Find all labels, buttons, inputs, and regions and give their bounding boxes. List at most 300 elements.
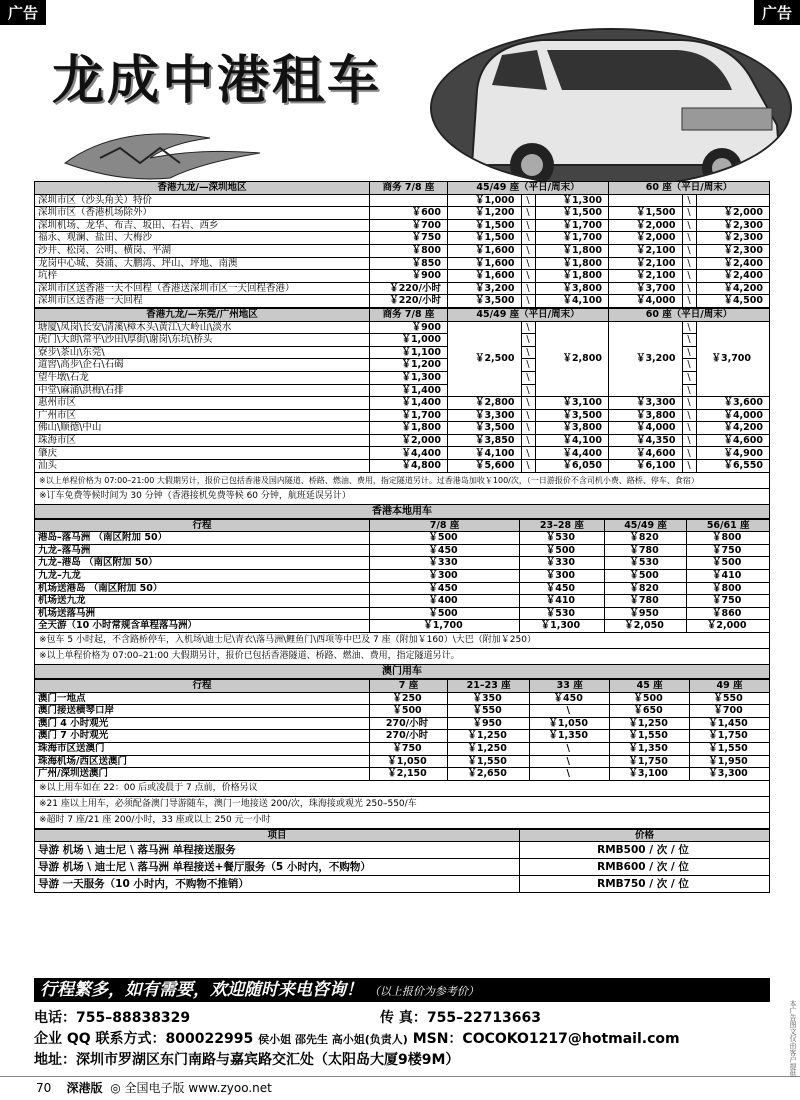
- s2-60-weekend: ￥4,000: [696, 409, 770, 422]
- s1-60-weekend: ￥2,000: [696, 207, 770, 220]
- table-row: [35, 742, 770, 755]
- s2-45-weekend: ￥3,800: [535, 422, 609, 435]
- address: 地址：深圳市罗湖区东门南路与嘉宾路交汇处（太阳岛大厦9楼9M）: [34, 1052, 460, 1068]
- qq-contacts: 侯小姐 邵先生 高小姐(负责人): [258, 1033, 408, 1046]
- s4-route: 珠海市区送澳门: [35, 742, 370, 755]
- s1-sep: \: [521, 194, 535, 207]
- s3-price: ￥950: [604, 607, 687, 620]
- s1-60-weekday: ￥2,100: [609, 244, 683, 257]
- s4-price: 270/小时: [370, 730, 448, 743]
- guide-service-table: [34, 829, 770, 894]
- s4-route: 珠海机场/西区送澳门: [35, 755, 370, 768]
- s1-60-weekday: [609, 194, 683, 207]
- s5-route: 导游 机场 \ 迪士尼 \ 落马洲 单程接送服务: [35, 842, 520, 859]
- edition: 深港版: [66, 1081, 103, 1095]
- table-row: [35, 859, 770, 876]
- s2-col-bus60: 60 座（平日/周末）: [609, 308, 770, 321]
- s2-business-price: ￥1,800: [370, 422, 448, 435]
- s2-60-weekday: ￥6,100: [609, 460, 683, 473]
- s1-60-weekday: ￥2,000: [609, 232, 683, 245]
- slogan-banner: [34, 978, 770, 1002]
- s4-price: ￥700: [690, 705, 770, 718]
- s2-col-business: 商务 7/8 座: [370, 308, 448, 321]
- s2-col-bus45: 45/49 座（平日/周末）: [448, 308, 609, 321]
- s1-sep: \: [521, 232, 535, 245]
- s2-45-weekday: ￥5,600: [448, 460, 522, 473]
- s1-sep: \: [521, 295, 535, 308]
- s2-60-weekday: ￥4,000: [609, 422, 683, 435]
- s1-60-weekend: ￥2,300: [696, 232, 770, 245]
- s1-sep: \: [521, 282, 535, 295]
- s2-business-price: ￥900: [370, 321, 448, 334]
- s1-45-weekday: ￥1,000: [448, 194, 522, 207]
- s2-note-2: ※订车免费等候时间为 30 分钟（香港接机免费等候 60 分钟，航班延误另计）: [34, 489, 770, 505]
- s2-route: 佛山\顺德\中山: [35, 422, 370, 435]
- s1-route: 深圳市区（沙头角关）特价: [35, 194, 370, 207]
- s4-price: \: [530, 705, 610, 718]
- s2-sep: \: [682, 346, 696, 359]
- s4-col-45: 45 座: [610, 680, 690, 693]
- s2-sep: \: [682, 397, 696, 410]
- s1-route: 深圳机场、龙华、布吉、坂田、石岩、西乡: [35, 219, 370, 232]
- s2-sep: \: [682, 359, 696, 372]
- s3-price: ￥330: [520, 557, 605, 570]
- s4-price: \: [530, 742, 610, 755]
- s1-route: 龙岗中心城、葵涌、大鹏湾、坪山、坪地、南澳: [35, 257, 370, 270]
- s2-sep: \: [682, 422, 696, 435]
- s3-price: ￥500: [370, 607, 520, 620]
- s1-col-route: 香港九龙/—深圳地区: [35, 182, 370, 195]
- s2-45-weekday: ￥4,100: [448, 447, 522, 460]
- s3-price: ￥500: [520, 544, 605, 557]
- s4-price: ￥500: [610, 692, 690, 705]
- s1-60-weekend: [696, 194, 770, 207]
- s2-business-price: ￥4,800: [370, 460, 448, 473]
- s5-col-item: 项目: [35, 829, 520, 842]
- s4-price: ￥1,250: [448, 742, 530, 755]
- table-row: [35, 409, 770, 422]
- s3-price: ￥450: [520, 582, 605, 595]
- table-row: [35, 460, 770, 473]
- macau-title: 澳门用车: [34, 665, 770, 679]
- hk-local-table: [34, 519, 770, 633]
- s4-price: ￥550: [690, 692, 770, 705]
- s1-60-weekend: ￥4,200: [696, 282, 770, 295]
- s3-price: ￥400: [370, 595, 520, 608]
- s2-45-weekday: ￥3,850: [448, 434, 522, 447]
- s2-business-price: ￥1,700: [370, 409, 448, 422]
- s2-60-weekend: ￥3,600: [696, 397, 770, 410]
- s4-price: ￥1,250: [610, 717, 690, 730]
- phone: 电话：755–88838329: [34, 1010, 191, 1026]
- s2-60-weekday: ￥4,350: [609, 434, 683, 447]
- s4-price: ￥450: [530, 692, 610, 705]
- s1-45-weekend: ￥1,700: [535, 232, 609, 245]
- s2-route: 塘厦\凤岗\长安\清溪\樟木头\黄江\大岭山\淡水: [35, 321, 370, 334]
- s4-route: 澳门 4 小时观光: [35, 717, 370, 730]
- s2-route: 广州市区: [35, 409, 370, 422]
- s3-price: ￥330: [370, 557, 520, 570]
- s2-sep: \: [521, 321, 535, 334]
- s3-price: ￥500: [687, 557, 770, 570]
- s4-price: ￥1,950: [690, 755, 770, 768]
- s1-route: 深圳市区送香港一天回程: [35, 295, 370, 308]
- s2-group-45-weekday: ￥2,500: [448, 321, 522, 397]
- s1-route: 坑梓: [35, 270, 370, 283]
- s2-business-price: ￥1,100: [370, 346, 448, 359]
- s4-price: ￥750: [370, 742, 448, 755]
- s1-route: 沙井、松岗、公明、横岗、平湖: [35, 244, 370, 257]
- s1-45-weekday: ￥1,500: [448, 219, 522, 232]
- s3-price: ￥820: [604, 532, 687, 545]
- s3-price: ￥300: [370, 570, 520, 583]
- s4-col-21: 21–23 座: [448, 680, 530, 693]
- s1-business-price: ￥600: [370, 207, 448, 220]
- s1-business-price: ￥900: [370, 270, 448, 283]
- s2-sep: \: [682, 371, 696, 384]
- s2-45-weekday: ￥3,500: [448, 422, 522, 435]
- s2-route: 肇庆: [35, 447, 370, 460]
- s1-col-bus45: 45/49 座（平日/周末）: [448, 182, 609, 195]
- qq-number: 企业 QQ 联系方式：800022995: [34, 1031, 254, 1047]
- s2-business-price: ￥4,400: [370, 447, 448, 460]
- s1-45-weekday: ￥1,200: [448, 207, 522, 220]
- s1-business-price: ￥700: [370, 219, 448, 232]
- s3-price: ￥450: [370, 544, 520, 557]
- s1-60-weekday: ￥3,700: [609, 282, 683, 295]
- table-row: [35, 321, 770, 334]
- s2-business-price: ￥1,400: [370, 397, 448, 410]
- s4-price: ￥3,300: [690, 768, 770, 781]
- s3-note-1: ※包车 5 小时起，不含路桥停车，入机场\迪士尼\青衣\落马洲\鲤鱼门\西项等中巴及 7 座（附加￥160）\大巴（附加￥250）: [34, 633, 770, 649]
- fax: 传 真：755–22713663: [380, 1010, 542, 1026]
- s4-note-3: ※超时 7 座/21 座 200/小时，33 座或以上 250 元一小时: [34, 813, 770, 829]
- s1-sep: \: [682, 257, 696, 270]
- s3-col-7: 7/8 座: [370, 519, 520, 532]
- s3-price: ￥1,700: [370, 620, 520, 633]
- s1-business-price: ￥220/小时: [370, 295, 448, 308]
- s1-business-price: ￥850: [370, 257, 448, 270]
- s4-price: \: [530, 768, 610, 781]
- s1-sep: \: [682, 232, 696, 245]
- macau-table: [34, 679, 770, 781]
- s1-60-weekday: ￥2,100: [609, 270, 683, 283]
- s1-45-weekday: ￥1,500: [448, 232, 522, 245]
- s2-sep: \: [682, 384, 696, 397]
- s3-price: ￥450: [370, 582, 520, 595]
- s1-sep: \: [682, 244, 696, 257]
- shenzhen-price-table: [34, 181, 770, 308]
- table-row: [35, 532, 770, 545]
- s2-45-weekend: ￥3,100: [535, 397, 609, 410]
- s3-price: ￥500: [370, 532, 520, 545]
- s1-sep: \: [682, 207, 696, 220]
- s4-price: ￥950: [448, 717, 530, 730]
- s4-price: ￥550: [448, 705, 530, 718]
- s4-price: ￥1,750: [690, 730, 770, 743]
- s2-45-weekend: ￥6,050: [535, 460, 609, 473]
- s2-sep: \: [521, 371, 535, 384]
- van-photo: [430, 28, 792, 188]
- s4-route: 澳门 7 小时观光: [35, 730, 370, 743]
- s2-route: 汕头: [35, 460, 370, 473]
- logo-circle-icon: ◎: [110, 1081, 121, 1095]
- s5-price: RMB750 / 次 / 位: [520, 876, 770, 893]
- s2-sep: \: [682, 434, 696, 447]
- s2-60-weekday: ￥3,300: [609, 397, 683, 410]
- s2-60-weekday: ￥3,800: [609, 409, 683, 422]
- s1-45-weekend: ￥1,300: [535, 194, 609, 207]
- table-row: [35, 705, 770, 718]
- s3-price: ￥530: [520, 532, 605, 545]
- s4-price: ￥1,250: [448, 730, 530, 743]
- site-url: 全国电子版 www.zyoo.net: [124, 1081, 272, 1095]
- s4-price: ￥1,050: [370, 755, 448, 768]
- s1-sep: \: [521, 244, 535, 257]
- s2-sep: \: [521, 359, 535, 372]
- s4-price: ￥1,550: [448, 755, 530, 768]
- table-row: [35, 295, 770, 308]
- table-row: [35, 544, 770, 557]
- s2-45-weekday: ￥2,800: [448, 397, 522, 410]
- s2-sep: \: [521, 397, 535, 410]
- s1-sep: \: [521, 219, 535, 232]
- s1-45-weekday: ￥3,200: [448, 282, 522, 295]
- s3-route: 全天游（10 小时常规含单程落马洲）: [35, 620, 370, 633]
- footer: [0, 1076, 800, 1100]
- s1-route: 深圳市区送香港一天不回程（香港送深圳市区一天回程香港）: [35, 282, 370, 295]
- s1-45-weekend: ￥1,700: [535, 219, 609, 232]
- s3-price: ￥2,050: [604, 620, 687, 633]
- s1-45-weekday: ￥1,600: [448, 257, 522, 270]
- table-row: [35, 842, 770, 859]
- s2-group-45-weekend: ￥2,800: [535, 321, 609, 397]
- page-title: 龙成中港租车: [52, 51, 383, 111]
- side-disclaimer: 本广告图文仅由客户提供: [789, 1000, 797, 1077]
- s2-60-weekday: ￥4,600: [609, 447, 683, 460]
- s2-60-weekend: ￥4,200: [696, 422, 770, 435]
- s3-price: ￥2,000: [687, 620, 770, 633]
- s1-60-weekend: ￥2,300: [696, 244, 770, 257]
- s2-45-weekend: ￥3,500: [535, 409, 609, 422]
- s4-price: ￥250: [370, 692, 448, 705]
- s2-60-weekend: ￥4,600: [696, 434, 770, 447]
- s1-45-weekday: ￥3,500: [448, 295, 522, 308]
- table-row: [35, 692, 770, 705]
- s3-price: ￥500: [604, 570, 687, 583]
- s4-route: 广州/深圳送澳门: [35, 768, 370, 781]
- s3-price: ￥410: [687, 570, 770, 583]
- s1-60-weekday: ￥4,000: [609, 295, 683, 308]
- wing-logo-icon: [60, 118, 290, 188]
- page-number: 70: [36, 1081, 52, 1095]
- s2-sep: \: [521, 334, 535, 347]
- s3-price: ￥860: [687, 607, 770, 620]
- slogan-text: 行程繁多，如有需要，欢迎随时来电咨询！: [40, 980, 363, 1000]
- s3-price: ￥800: [687, 532, 770, 545]
- s2-note-1: ※以上单程价格为 07:00–21:00 大假期另计，报价已包括香港及国内隧道、桥路、燃油、费用，指定隧道另计。过香港岛加收￥100/次，（一日游报价不含司机小费、路桥、停车、食宿）: [34, 473, 770, 489]
- s3-route: 港岛–落马洲 （南区附加 50）: [35, 532, 370, 545]
- s5-col-price: 价格: [520, 829, 770, 842]
- s3-route: 机场送九龙: [35, 595, 370, 608]
- table-row: [35, 570, 770, 583]
- s3-price: ￥750: [687, 544, 770, 557]
- table-row: [35, 422, 770, 435]
- s1-60-weekday: ￥2,100: [609, 257, 683, 270]
- table-row: [35, 730, 770, 743]
- s1-60-weekend: ￥2,400: [696, 257, 770, 270]
- s2-60-weekend: ￥6,550: [696, 460, 770, 473]
- s1-business-price: ￥800: [370, 244, 448, 257]
- s1-route: 福永、观澜、盐田、大梅沙: [35, 232, 370, 245]
- ad-label-left: 广告: [0, 0, 46, 25]
- s1-sep: \: [682, 295, 696, 308]
- s1-business-price: ￥220/小时: [370, 282, 448, 295]
- table-row: [35, 270, 770, 283]
- s4-price: ￥350: [448, 692, 530, 705]
- s5-price: RMB500 / 次 / 位: [520, 842, 770, 859]
- s2-business-price: ￥1,000: [370, 334, 448, 347]
- s2-sep: \: [682, 321, 696, 334]
- s3-price: ￥820: [604, 582, 687, 595]
- s4-price: 270/小时: [370, 717, 448, 730]
- s2-sep: \: [682, 334, 696, 347]
- table-row: [35, 607, 770, 620]
- s3-route: 机场送港岛 （南区附加 50）: [35, 582, 370, 595]
- dongguan-price-table: [34, 308, 770, 473]
- table-row: [35, 595, 770, 608]
- s2-business-price: ￥1,200: [370, 359, 448, 372]
- s2-45-weekend: ￥4,400: [535, 447, 609, 460]
- s3-col-23: 23–28 座: [520, 519, 605, 532]
- slogan-note: （以上报价为参考价）: [368, 985, 479, 998]
- s1-sep: \: [521, 257, 535, 270]
- s3-price: ￥530: [604, 557, 687, 570]
- s2-route: 虎门\大朗\常平\沙田\厚街\谢岗\东坑\桥头: [35, 334, 370, 347]
- s1-60-weekend: ￥2,300: [696, 219, 770, 232]
- s1-sep: \: [682, 219, 696, 232]
- s3-price: ￥780: [604, 595, 687, 608]
- s1-45-weekend: ￥1,800: [535, 270, 609, 283]
- s3-price: ￥410: [520, 595, 605, 608]
- s2-sep: \: [521, 434, 535, 447]
- s5-price: RMB600 / 次 / 位: [520, 859, 770, 876]
- s3-price: ￥800: [687, 582, 770, 595]
- s4-price: ￥1,450: [690, 717, 770, 730]
- s2-sep: \: [682, 409, 696, 422]
- s2-sep: \: [682, 460, 696, 473]
- table-row: [35, 282, 770, 295]
- table-row: [35, 207, 770, 220]
- s2-45-weekday: ￥3,300: [448, 409, 522, 422]
- s1-sep: \: [682, 270, 696, 283]
- s2-sep: \: [682, 447, 696, 460]
- s3-price: ￥530: [520, 607, 605, 620]
- s1-60-weekend: ￥4,500: [696, 295, 770, 308]
- s2-group-60-weekday: ￥3,200: [609, 321, 683, 397]
- s1-45-weekend: ￥3,800: [535, 282, 609, 295]
- s3-note-2: ※以上单程价格为 07:00–21:00 大假期另计，报价已包括香港隧道、桥路、燃油、费用，指定隧道另计。: [34, 649, 770, 665]
- s1-60-weekday: ￥1,500: [609, 207, 683, 220]
- s4-price: ￥1,550: [610, 730, 690, 743]
- s1-route: 深圳市区（香港机场除外）: [35, 207, 370, 220]
- s5-route: 导游 机场 \ 迪士尼 \ 落马洲 单程接送+餐厅服务（5 小时内，不购物）: [35, 859, 520, 876]
- s1-45-weekday: ￥1,600: [448, 270, 522, 283]
- msn: MSN：COCOKO1217@hotmail.com: [412, 1031, 680, 1047]
- s4-price: ￥1,550: [690, 742, 770, 755]
- s1-col-bus60: 60 座（平日/周末）: [609, 182, 770, 195]
- s1-business-price: ￥750: [370, 232, 448, 245]
- s3-col-45: 45/49 座: [604, 519, 687, 532]
- s2-60-weekend: ￥4,900: [696, 447, 770, 460]
- table-row: [35, 257, 770, 270]
- qq-line: [34, 1028, 680, 1048]
- s4-price: ￥1,350: [530, 730, 610, 743]
- s3-col-route: 行程: [35, 519, 370, 532]
- s4-route: 澳门一地点: [35, 692, 370, 705]
- s1-45-weekend: ￥4,100: [535, 295, 609, 308]
- table-row: [35, 194, 770, 207]
- s1-sep: \: [521, 270, 535, 283]
- s2-route: 珠海市区: [35, 434, 370, 447]
- s1-business-price: [370, 194, 448, 207]
- s2-45-weekend: ￥4,100: [535, 434, 609, 447]
- table-row: [35, 244, 770, 257]
- s1-45-weekend: ￥1,800: [535, 244, 609, 257]
- s4-col-33: 33 座: [530, 680, 610, 693]
- s5-route: 导游 一天服务（10 小时内，不购物不推销）: [35, 876, 520, 893]
- s4-col-49: 49 座: [690, 680, 770, 693]
- s1-sep: \: [521, 207, 535, 220]
- s2-business-price: ￥1,300: [370, 371, 448, 384]
- s1-60-weekend: ￥2,400: [696, 270, 770, 283]
- table-row: [35, 447, 770, 460]
- s4-note-2: ※21 座以上用车，必须配备澳门导游随车，澳门一地接送 200/次，珠海接或观光 250–550/车: [34, 797, 770, 813]
- s2-business-price: ￥1,400: [370, 384, 448, 397]
- s4-price: ￥3,100: [610, 768, 690, 781]
- s2-route: 望牛墩\石龙: [35, 371, 370, 384]
- ad-label-right: 广告: [754, 0, 800, 25]
- s4-price: ￥1,350: [610, 742, 690, 755]
- s2-sep: \: [521, 384, 535, 397]
- s4-price: ￥650: [610, 705, 690, 718]
- table-row: [35, 755, 770, 768]
- s3-route: 九龙–九龙: [35, 570, 370, 583]
- s1-45-weekend: ￥1,800: [535, 257, 609, 270]
- table-row: [35, 876, 770, 893]
- s4-price: ￥500: [370, 705, 448, 718]
- s2-sep: \: [521, 460, 535, 473]
- s4-price: ￥2,650: [448, 768, 530, 781]
- s2-route: 道窖\高步\企石\石碣: [35, 359, 370, 372]
- table-row: [35, 434, 770, 447]
- table-row: [35, 219, 770, 232]
- s1-col-business: 商务 7/8 座: [370, 182, 448, 195]
- table-row: [35, 397, 770, 410]
- s2-group-60-weekend: ￥3,700: [696, 321, 770, 397]
- s4-col-7: 7 座: [370, 680, 448, 693]
- s3-route: 机场送落马洲: [35, 607, 370, 620]
- s1-60-weekday: ￥2,000: [609, 219, 683, 232]
- s1-45-weekday: ￥1,600: [448, 244, 522, 257]
- s4-col-route: 行程: [35, 680, 370, 693]
- s3-price: ￥300: [520, 570, 605, 583]
- s2-sep: \: [521, 422, 535, 435]
- s1-45-weekend: ￥1,500: [535, 207, 609, 220]
- s3-price: ￥780: [604, 544, 687, 557]
- s4-price: \: [530, 755, 610, 768]
- van-image: [432, 30, 792, 188]
